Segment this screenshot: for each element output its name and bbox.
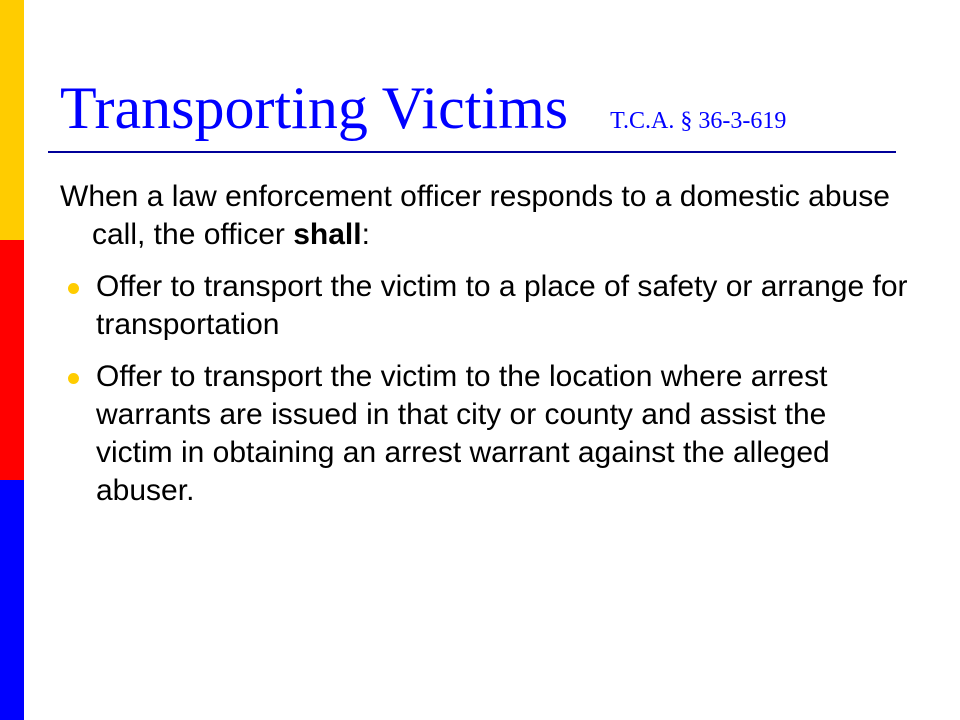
accent-bar-red: [0, 240, 24, 480]
title-text: Transporting Victims: [60, 75, 569, 141]
bullet-text: Offer to transport the victim to a place of safety or arrange for transportation: [96, 270, 908, 341]
bullet-dot-icon: [68, 373, 79, 384]
accent-bar-blue: [0, 480, 24, 720]
bullet-dot-icon: [68, 283, 79, 294]
accent-bar: [0, 0, 24, 720]
bullet-text: Offer to transport the victim to the location where arrest warrants are issued in that city or county and assist the victim in obtaining an arrest warrant against the alleged abuser.: [96, 360, 830, 507]
title-citation: T.C.A. § 36-3-619: [610, 108, 787, 134]
intro-text: When a law enforcement officer responds to a domestic abuse call, the officer: [60, 180, 890, 251]
intro-suffix: :: [361, 218, 370, 251]
bullet-item: [60, 268, 910, 344]
intro-emphasis: shall: [293, 218, 362, 251]
accent-bar-yellow: [0, 0, 24, 240]
bullet-item: [60, 358, 910, 510]
slide-body: [60, 178, 910, 524]
title-underline: [48, 151, 896, 153]
slide-title: [60, 75, 787, 141]
intro-paragraph: [60, 178, 910, 254]
bullet-list: [60, 268, 910, 510]
